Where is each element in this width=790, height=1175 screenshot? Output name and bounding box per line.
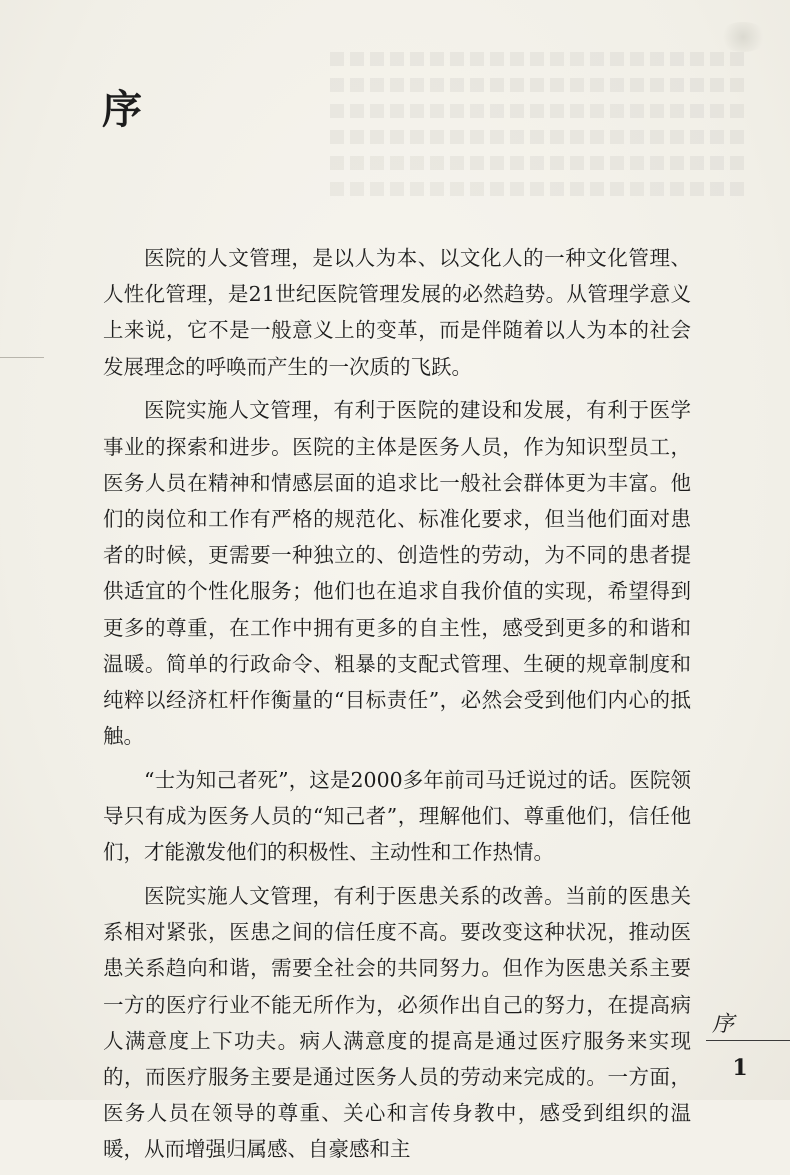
corner-smudge — [718, 22, 768, 52]
page-number: 1 — [732, 1055, 748, 1081]
paragraph: 医院实施人文管理，有利于医院的建设和发展，有利于医学事业的探索和进步。医院的主体是医务人员，作为知识型员工，医务人员在精神和情感层面的追求比一般社会群体更为丰富。他们的岗位和工作有严格的规范化、标准化要求，但当他们面对患者的时候，更需要一种独立的、创造性的劳动，为不同的患者提供适宜的个性化服务；他们也在追求自我价值的实现，希望得到更多的尊重，在工作中拥有更多的自主性，感受到更多的和谐和温暖。简单的行政命令、粗暴的支配式管理、生硬的规章制度和纯粹以经济杠杆作衡量的“目标责任”，必然会受到他们内心的抵触。 — [103, 398, 691, 749]
page-title: 序 — [102, 86, 144, 133]
running-footer-label: 序 — [706, 1010, 790, 1041]
body-text — [103, 240, 691, 1175]
paragraph: 医院的人文管理，是以人为本、以文化人的一种文化管理、人性化管理，是21世纪医院管理发展的必然趋势。从管理学意义上来说，它不是一般意义上的变革，而是伴随着以人为本的社会发展理念的呼唤而产生的一次质的飞跃。 — [103, 246, 691, 379]
margin-line — [0, 357, 44, 358]
paragraph: “士为知己者死”，这是2000多年前司马迁说过的话。医院领导只有成为医务人员的“知己者”，理解他们、尊重他们，信任他们，才能激发他们的积极性、主动性和工作热情。 — [103, 767, 691, 865]
paragraph: 医院实施人文管理，有利于医患关系的改善。当前的医患关系相对紧张，医患之间的信任度不高。要改变这种状况，推动医患关系趋向和谐，需要全社会的共同努力。但作为医患关系主要一方的医疗行业不能无所作为，必须作出自己的努力，在提高病人满意度上下功夫。病人满意度的提高是通过医疗服务来实现的，而医疗服务主要是通过医务人员的劳动来完成的。一方面，医务人员在领导的尊重、关心和言传身教中，感受到组织的温暖，从而增强归属感、自豪感和主 — [103, 883, 691, 1162]
